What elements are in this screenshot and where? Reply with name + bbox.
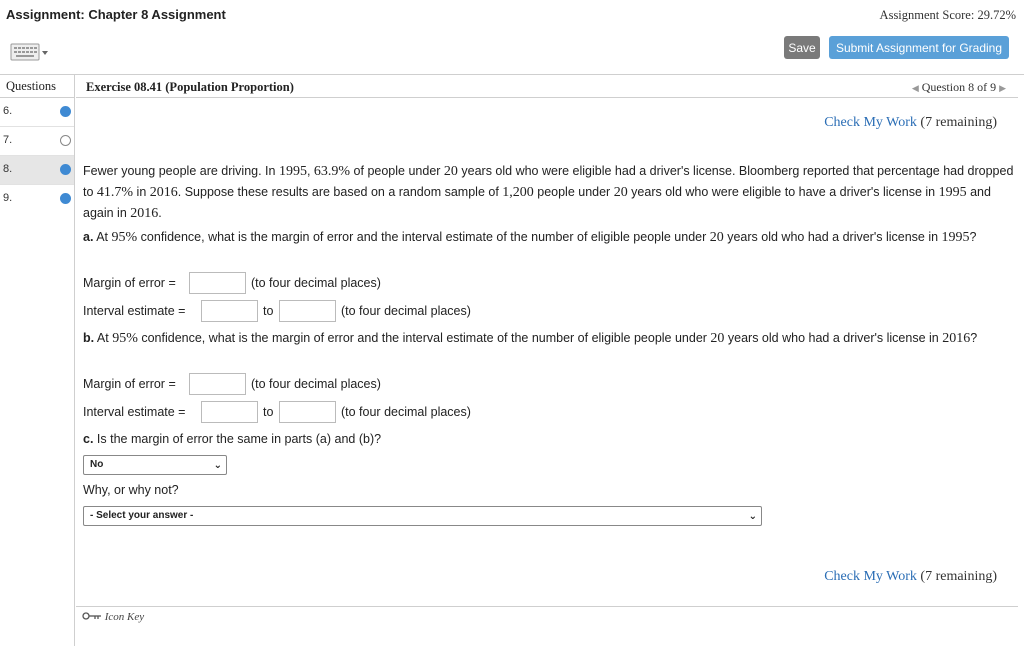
part-b-interval-lower-input[interactable] bbox=[201, 401, 258, 423]
sidebar-heading: Questions bbox=[0, 75, 74, 98]
icon-key-label: Icon Key bbox=[104, 611, 145, 623]
part-a-moe-label: Margin of error = bbox=[83, 276, 176, 290]
part-b-margin-of-error-input[interactable] bbox=[189, 373, 246, 395]
chevron-down-icon: ⌄ bbox=[213, 460, 222, 471]
part-c-select-value: No bbox=[90, 459, 104, 470]
check-my-work-link[interactable]: Check My Work bbox=[824, 115, 917, 130]
exercise-bar bbox=[76, 75, 1018, 98]
why-select[interactable] bbox=[83, 506, 762, 526]
questions-sidebar bbox=[0, 75, 75, 646]
question-position: Question 8 of 9 bbox=[921, 80, 997, 94]
why-label: Why, or why not? bbox=[83, 483, 179, 497]
part-b-ie-hint: (to four decimal places) bbox=[341, 405, 471, 419]
assignment-title: Assignment: Chapter 8 Assignment bbox=[6, 7, 226, 22]
check-my-work-top bbox=[824, 115, 997, 131]
part-b-to-label: to bbox=[263, 405, 274, 419]
chevron-down-icon: ⌄ bbox=[748, 511, 757, 522]
part-b-moe-label: Margin of error = bbox=[83, 377, 176, 391]
unanswered-status-icon bbox=[60, 135, 71, 146]
part-a-interval-lower-input[interactable] bbox=[201, 300, 258, 322]
submit-assignment-button[interactable]: Submit Assignment for Grading bbox=[829, 36, 1009, 59]
part-b-ie-label: Interval estimate = bbox=[83, 405, 186, 419]
answered-status-icon bbox=[60, 106, 71, 117]
check-remaining: (7 remaining) bbox=[920, 115, 997, 130]
answered-status-icon bbox=[60, 164, 71, 175]
key-icon bbox=[82, 611, 102, 621]
problem-statement: Fewer young people are driving. In 1995, 63.9% of people under 20 years old who were eligible had a driver's license. Bloomberg reported that percentage had dropped to 41.7% in 2016. Suppose these results are based on a random sample of 1,200 people under 20 years old who were eligible to have a driver's license in 1995 and again in 2016. bbox=[83, 164, 1014, 221]
check-my-work-link[interactable]: Check My Work bbox=[824, 569, 917, 584]
footer-divider bbox=[76, 606, 1018, 607]
answered-status-icon bbox=[60, 193, 71, 204]
question-item-9[interactable] bbox=[0, 185, 74, 214]
chevron-down-icon bbox=[42, 51, 48, 55]
part-b-question: b. At 95% confidence, what is the margin of error and the interval estimate of the number of eligible people under 20 years old who had a driver's license in 2016? bbox=[83, 331, 978, 346]
question-navigator bbox=[912, 80, 1006, 95]
next-question-icon[interactable]: ▶ bbox=[999, 83, 1006, 93]
part-a-moe-hint: (to four decimal places) bbox=[251, 276, 381, 290]
part-c-same-select[interactable] bbox=[83, 455, 227, 475]
part-a-ie-label: Interval estimate = bbox=[83, 304, 186, 318]
part-a-margin-of-error-input[interactable] bbox=[189, 272, 246, 294]
question-number: 8. bbox=[3, 163, 13, 175]
question-item-8[interactable] bbox=[0, 156, 74, 185]
question-item-6[interactable] bbox=[0, 98, 74, 127]
part-b-moe-hint: (to four decimal places) bbox=[251, 377, 381, 391]
icon-key[interactable] bbox=[82, 611, 144, 623]
question-number: 9. bbox=[3, 192, 13, 204]
part-c-question: c. Is the margin of error the same in parts (a) and (b)? bbox=[83, 432, 382, 446]
question-number: 6. bbox=[3, 105, 13, 117]
part-a-to-label: to bbox=[263, 304, 274, 318]
question-number: 7. bbox=[3, 134, 13, 146]
exercise-title: Exercise 08.41 (Population Proportion) bbox=[86, 80, 294, 94]
assignment-score: Assignment Score: 29.72% bbox=[879, 8, 1016, 22]
part-b-interval-upper-input[interactable] bbox=[279, 401, 336, 423]
why-select-value: - Select your answer - bbox=[90, 510, 194, 521]
check-my-work-bottom bbox=[824, 569, 997, 585]
part-a-question: a. At 95% confidence, what is the margin of error and the interval estimate of the number of eligible people under 20 years old who had a driver's license in 1995? bbox=[83, 230, 977, 245]
check-remaining: (7 remaining) bbox=[920, 569, 997, 584]
keyboard-icon[interactable] bbox=[10, 40, 50, 64]
part-a-ie-hint: (to four decimal places) bbox=[341, 304, 471, 318]
save-button[interactable]: Save bbox=[784, 36, 820, 59]
question-item-7[interactable] bbox=[0, 127, 74, 156]
previous-question-icon[interactable]: ◀ bbox=[911, 83, 919, 93]
part-a-interval-upper-input[interactable] bbox=[279, 300, 336, 322]
